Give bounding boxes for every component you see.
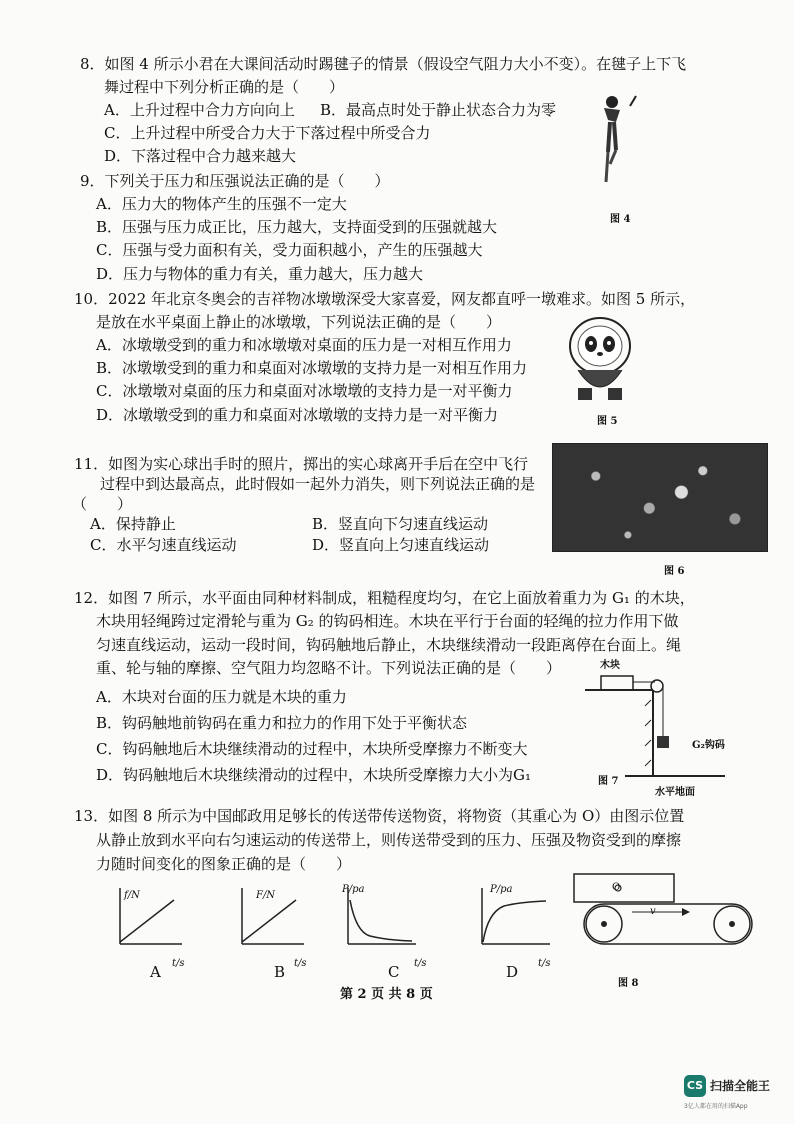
q8-option-a: A．上升过程中合力方向向上 [104, 101, 295, 119]
q9-option-b: B．压强与压力成正比，压力越大，支持面受到的压强就越大 [96, 218, 498, 236]
q8-option-b: B．最高点时处于静止状态合力为零 [320, 101, 557, 119]
graph-b-ylabel: F/N [256, 890, 276, 901]
q11-option-c: C．水平匀速直线运动 [90, 536, 237, 554]
figure-6-caption: 图 6 [664, 566, 685, 577]
q10-option-c: C．冰墩墩对桌面的压力和桌面对冰墩墩的支持力是一对平衡力 [96, 382, 513, 400]
graph-a-xlabel: t/s [172, 958, 185, 969]
figure-4-caption: 图 4 [610, 214, 631, 225]
q12-stem-line1: 12．如图 7 所示，水平面由同种材料制成，粗糙程度均匀，在它上面放着重力为 G₁ 的木块， [74, 589, 695, 607]
q12-option-d: D．钩码触地后木块继续滑动的过程中，木块所受摩擦力大小为G₁ [96, 766, 532, 784]
q9-stem: 9．下列关于压力和压强说法正确的是（ ） [80, 172, 390, 190]
q9-option-a: A．压力大的物体产生的压强不一定大 [96, 195, 347, 213]
graph-d [474, 886, 554, 950]
figure-5-caption: 图 5 [597, 416, 618, 427]
figure-4-shuttlecock-kicker [596, 92, 646, 192]
page-footer: 第 2 页 共 8 页 [340, 987, 433, 1002]
q11-stem-line1: 11．如图为实心球出手时的照片，掷出的实心球离开手后在空中飞行 [74, 455, 529, 473]
graph-a [112, 886, 184, 950]
graph-a-option: A [150, 963, 161, 981]
q8-stem-line2: 舞过程中下列分析正确的是（ ） [104, 78, 345, 96]
figure-8-caption: 图 8 [618, 978, 639, 989]
q12-stem-line2: 木块用轻绳跨过定滑轮与重为 G₂ 的钩码相连。木块在平行于台面的轻绳的拉力作用下做 [96, 612, 679, 630]
q10-option-b: B．冰墩墩受到的重力和桌面对冰墩墩的支持力是一对相互作用力 [96, 359, 528, 377]
figure-8-conveyor-belt [570, 872, 760, 962]
q12-option-b: B．钩码触地前钩码在重力和拉力的作用下处于平衡状态 [96, 714, 468, 732]
graph-a-curve [120, 900, 174, 942]
q12-stem-line4: 重、轮与轴的摩擦、空气阻力均忽略不计。下列说法正确的是（ ） [96, 659, 562, 677]
graph-d-option: D [506, 963, 519, 981]
graph-b-curve [242, 900, 296, 942]
graph-c-option: C [388, 963, 400, 981]
q13-stem-line1: 13．如图 8 所示为中国邮政用足够长的传送带传送物资，将物资（其重心为 O）由图示位置 [74, 807, 685, 825]
q8-option-d: D．下落过程中合力越来越大 [104, 147, 297, 165]
q10-option-a: A．冰墩墩受到的重力和冰墩墩对桌面的压力是一对相互作用力 [96, 336, 512, 354]
camscanner-logo-icon: CS [684, 1075, 706, 1097]
figure-7-block-label: 木块 [600, 660, 620, 671]
graph-d-xlabel: t/s [538, 958, 551, 969]
q12-stem-line3: 匀速直线运动，运动一段时间，钩码触地后静止，木块继续滑动一段距离停在台面上。绳 [96, 636, 682, 654]
graph-b-option: B [274, 963, 286, 981]
graph-a-ylabel: f/N [124, 890, 140, 901]
graph-c-curve [350, 900, 412, 941]
q9-option-d: D．压力与物体的重力有关，重力越大，压力越大 [96, 265, 424, 283]
q12-option-a: A．木块对台面的压力就是木块的重力 [96, 688, 347, 706]
camscanner-brand: 扫描全能王 [710, 1079, 771, 1093]
q10-stem-line1: 10．2022 年北京冬奥会的吉祥物冰墩墩深受大家喜爱，网友都直呼一墩难求。如图 5 所示， [74, 290, 696, 308]
graph-c-ylabel: P/pa [342, 884, 365, 895]
figure-7-weight-label: G₂钩码 [692, 740, 725, 751]
q13-stem-line3: 力随时间变化的图象正确的是（ ） [96, 855, 352, 873]
q9-option-c: C．压强与受力面积有关，受力面积越小，产生的压强越大 [96, 241, 483, 259]
figure-6-shot-put-photo [552, 443, 768, 552]
camscanner-tagline: 3亿人都在用的扫描App [684, 1103, 748, 1110]
graph-c [340, 886, 420, 950]
q11-option-d: D．竖直向上匀速直线运动 [312, 536, 490, 554]
q13-stem-line2: 从静止放到水平向右匀速运动的传送带上，则传送带受到的压力、压强及物资受到的摩擦 [96, 831, 682, 849]
graph-d-curve [483, 901, 546, 942]
q11-option-b: B．竖直向下匀速直线运动 [312, 515, 489, 533]
q12-option-c: C．钩码触地后木块继续滑动的过程中，木块所受摩擦力不断变大 [96, 740, 528, 758]
q10-stem-line2: 是放在水平桌面上静止的冰墩墩，下列说法正确的是（ ） [96, 313, 502, 331]
q11-stem-line2: 过程中到达最高点，此时假如一起外力消失，则下列说法正确的是 [100, 475, 536, 493]
figure-7-ground-label: 水平地面 [655, 787, 695, 798]
graph-c-xlabel: t/s [414, 958, 427, 969]
graph-d-ylabel: P/pa [490, 884, 513, 895]
q11-option-a: A．保持静止 [90, 515, 176, 533]
q8-option-c: C．上升过程中所受合力大于下落过程中所受合力 [104, 124, 431, 142]
q8-stem-line1: 8．如图 4 所示小君在大课间活动时踢毽子的情景（假设空气阻力大小不变）。在毽子上下飞 [80, 55, 687, 73]
figure-8-center-label: O [612, 882, 621, 893]
belt-loop [584, 904, 752, 944]
q10-option-d: D．冰墩墩受到的重力和桌面对冰墩墩的支持力是一对平衡力 [96, 406, 499, 424]
figure-5-bing-dwen-dwen [560, 310, 642, 404]
cargo-box [574, 874, 674, 902]
q11-stem-line3: （ ） [72, 495, 133, 513]
figure-8-velocity-label: v [650, 906, 656, 917]
figure-7-caption: 图 7 [598, 776, 619, 787]
graph-b-xlabel: t/s [294, 958, 307, 969]
